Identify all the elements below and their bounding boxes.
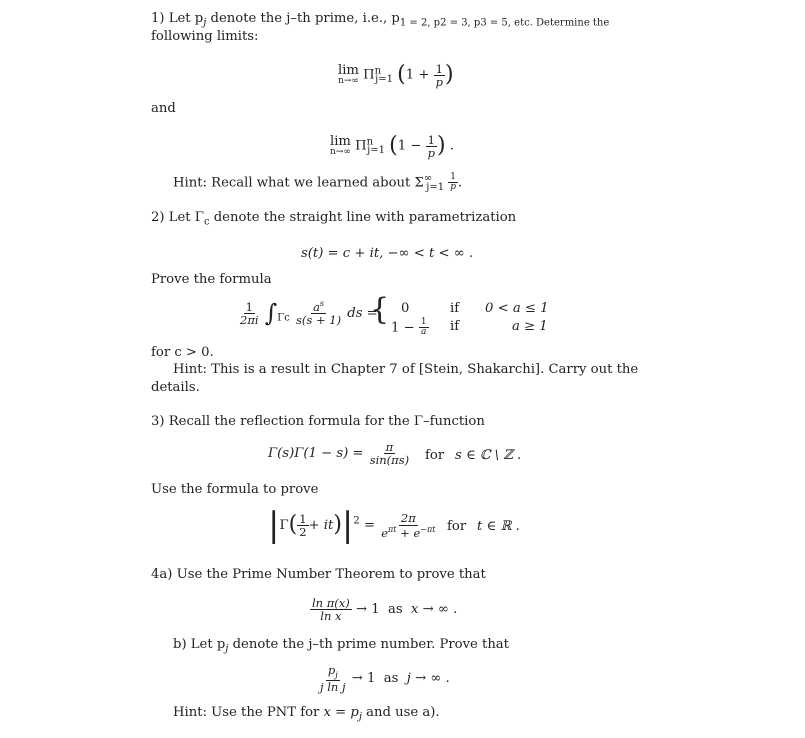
problem1-line2: following limits: [151,29,259,44]
gamma-domain: t ∈ ℝ . [477,519,520,534]
and-text: and [151,101,176,116]
reflection-domain: s ∈ ℂ \ ℤ . [455,448,522,463]
case2-value: 1 − $\frac{1}{a}$ [391,317,427,338]
problem3-line1: 3) Recall the reflection formula for the Γ–function [151,414,485,429]
problem1-line1: 1) Let $p_j$ denote the j–th prime, i.e., $p_{1 = 2, p2 = 3, p3 = 5, etc. Determine the}$ [151,11,610,29]
prove-formula-label: Prove the formula [151,272,272,287]
cases-brace: { [370,292,390,327]
gamma-for: for [447,519,467,534]
problem4-hint: Hint: Use the PNT for $x = p_j$ and use a). [173,705,440,723]
use-formula-label: Use the formula to prove [151,482,319,497]
for-c-text: for c > 0. [151,345,214,360]
case1-value: 0 [401,301,410,316]
reflection-formula: Γ(s)Γ(1 − s) = $\frac{\pi}{\sin(\pi s)}$ [268,440,410,468]
problem4a-line: 4a) Use the Prime Number Theorem to prove that [151,567,486,582]
gamma-modulus-formula: |Γ( $\frac{1}{2}$ + $it)|^2$ = $\frac{2\pi}{e^{\pi t} + e^{-\pi t}}$ [268,505,436,545]
case2-condition: a ≥ 1 [512,319,548,334]
reflection-for: for [425,448,445,463]
problem1-hint: Hint: Recall what we learned about $\Sigma^\infty_{j=1}$ $\frac{1}{p}$ . [173,172,463,194]
limit-1-formula: lim n→∞ $\Pi^n_{j=1}$ (1 + $\frac{1}{p}$ ) [338,61,454,89]
case1-condition: 0 < a ≤ 1 [485,301,549,316]
problem2-hint: Hint: This is a result in Chapter 7 of [Stein, Shakarchi]. Carry out the [173,362,639,377]
prime-asymptotic-formula: $\frac{p_j}{\text{j ln j}}$ → 1 as j → ∞ . [320,663,450,694]
problem2-hint-cont: details. [151,380,200,395]
pnt-limit-formula: $\frac{\text{ln π(x)}}{\text{ln x}}$ → 1 as x → ∞ . [312,596,458,624]
limit-2-formula: lim n→∞ $\Pi^n_{j=1}$ (1 − $\frac{1}{p}$ ) . [330,132,454,160]
problem4b-line: b) Let $p_j$ denote the j–th prime number. Prove that [173,637,509,655]
problem2-line1: 2) Let $\Gamma_c$ denote the straight line with parametrization [151,210,517,228]
integral-formula: $\frac{1}{2\pi i}$ $\int_{\Gamma c}$ $\frac{a^s}{s(s + 1)}$ ds = [240,299,378,328]
parametrization-formula: s(t) = c + it, −∞ < t < ∞ . [301,246,474,261]
case1-if: if [450,301,460,316]
case2-if: if [450,319,460,334]
